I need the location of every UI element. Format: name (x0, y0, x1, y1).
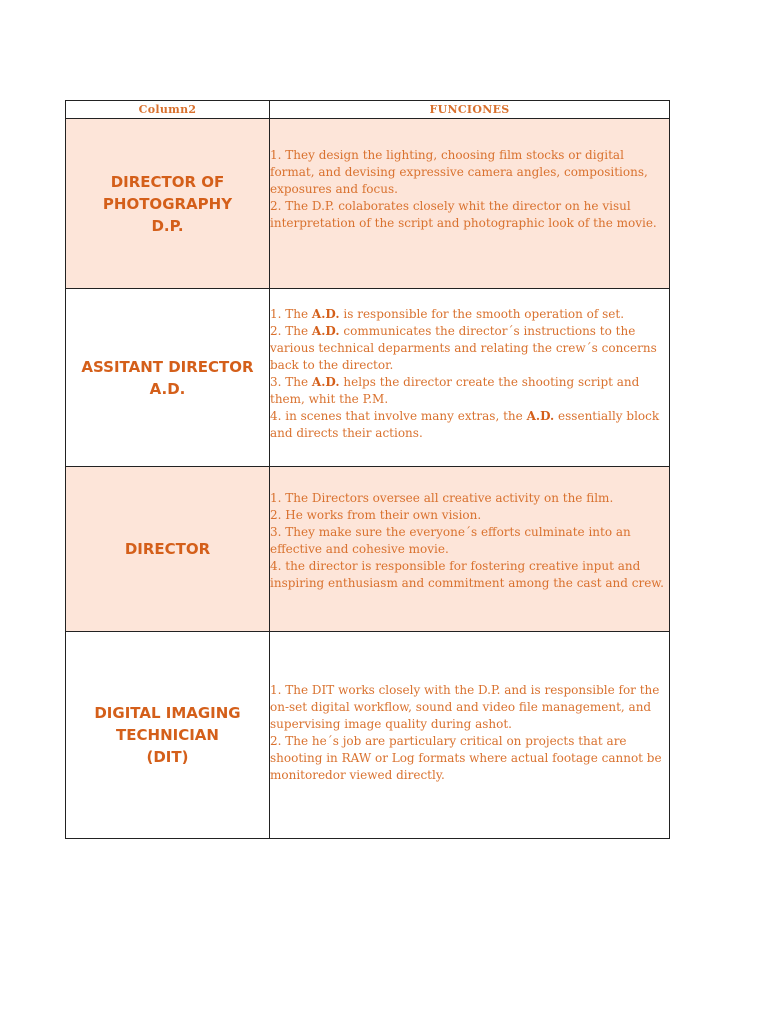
table-row (66, 467, 670, 632)
role-line: A.D. (149, 379, 186, 398)
table-row (66, 119, 670, 289)
role-line: DIRECTOR OF (110, 172, 225, 191)
role-cell-director-of-photography (66, 119, 270, 289)
function-item: 2. The D.P. colaborates closely whit the director on he visul interpretation of the script and photographic look of the movie. (270, 199, 657, 230)
column-header-funciones: FUNCIONES (270, 101, 670, 119)
functions-cell (270, 467, 670, 632)
functions-cell (270, 289, 670, 467)
role-line: TECHNICIAN (116, 726, 219, 744)
function-item: 4. in scenes that involve many extras, the A.D. essentially block and directs their actions. (270, 408, 660, 440)
role-line: DIRECTOR (124, 540, 211, 558)
ad-abbrev: A.D. (311, 323, 340, 338)
function-item: 4. the director is responsible for fostering creative input and inspiring enthusiasm and commitment among the cast and crew. (270, 559, 664, 590)
film-crew-functions-table (65, 100, 670, 839)
role-cell-assistant-director (66, 289, 270, 467)
role-line: D.P. (151, 216, 184, 235)
functions-cell (270, 632, 670, 839)
role-cell-director (66, 467, 270, 632)
ad-abbrev: A.D. (311, 306, 340, 321)
function-item: 2. He works from their own vision. (270, 508, 482, 522)
function-item: 2. The he´s job are particulary critical on projects that are shooting in RAW or Log formats where actual footage cannot be monitoredor viewed directly. (270, 734, 662, 782)
function-item: 1. They design the lighting, choosing film stocks or digital format, and devising expressive camera angles, compositions, exposures and focus. (270, 148, 648, 196)
role-line: PHOTOGRAPHY (102, 194, 233, 213)
ad-abbrev: A.D. (311, 374, 340, 389)
function-item: 2. The A.D. communicates the director´s instructions to the various technical deparments and relating the crew´s concerns back to the director. (270, 323, 657, 372)
function-item: 3. The A.D. helps the director create the shooting script and them, whit the P.M. (270, 374, 640, 406)
function-item: 1. The A.D. is responsible for the smooth operation of set. (270, 306, 625, 321)
table-row (66, 632, 670, 839)
function-item: 1. The Directors oversee all creative activity on the film. (270, 491, 614, 505)
role-cell-digital-imaging-technician (66, 632, 270, 839)
function-item: 3. They make sure the everyone´s efforts culminate into an effective and cohesive movie. (270, 525, 631, 556)
column-header-role: Column2 (66, 101, 270, 119)
ad-abbrev: A.D. (526, 408, 555, 423)
table-header-row (66, 101, 670, 119)
functions-cell (270, 119, 670, 289)
role-line: (DIT) (146, 748, 189, 766)
table-row (66, 289, 670, 467)
function-item: 1. The DIT works closely with the D.P. and is responsible for the on-set digital workflow, sound and video file management, and supervising image quality during ashot. (270, 683, 660, 731)
role-line: DIGITAL IMAGING (94, 704, 241, 722)
role-line: ASSITANT DIRECTOR (81, 357, 254, 376)
